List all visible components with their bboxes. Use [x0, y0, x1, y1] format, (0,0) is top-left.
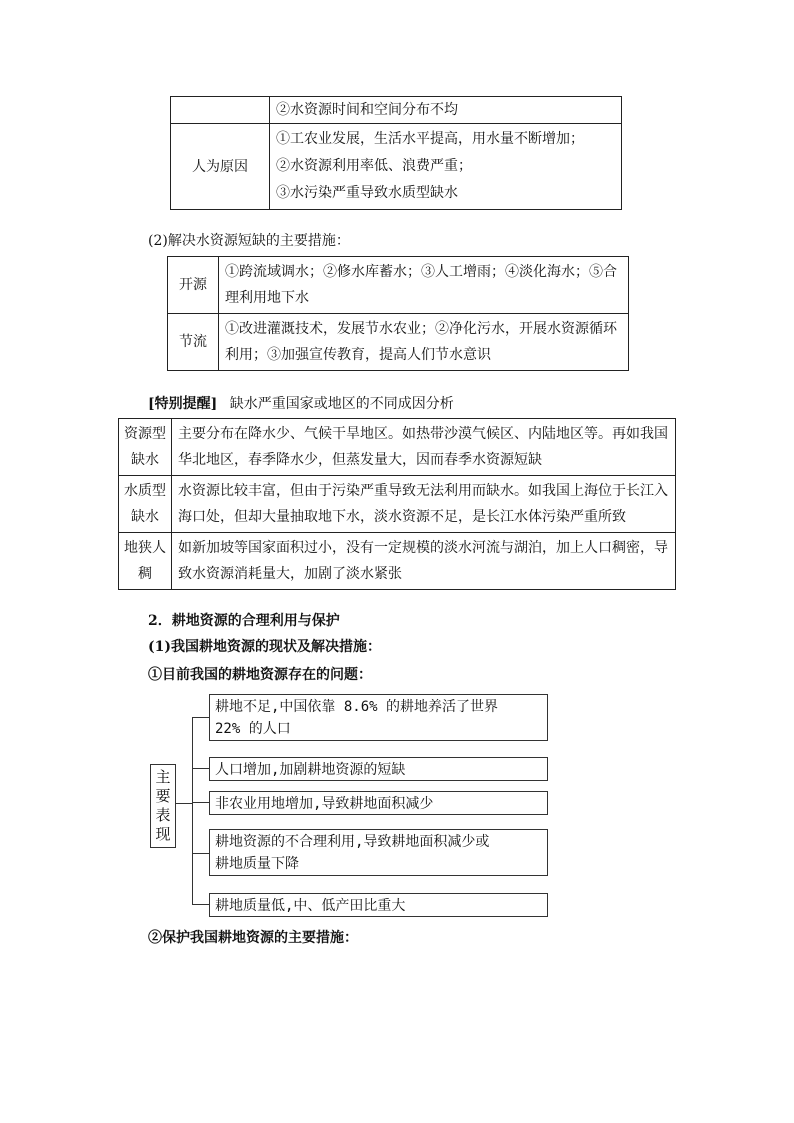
measure-line: ①跨流域调水；②修水库蓄水；③人工增雨；④淡化海水；⑤合	[225, 264, 617, 280]
table-cell-content	[219, 257, 629, 314]
tip-tag: [特别提醒]	[148, 396, 218, 412]
mindmap-connector	[192, 768, 209, 769]
mindmap-item	[209, 694, 548, 741]
table-row	[168, 257, 629, 314]
cause-line: ③水污染严重导致水质型缺水	[276, 185, 458, 201]
tip-text: 缺水严重国家或地区的不同成因分析	[229, 396, 454, 412]
cause-line: ①工农业发展，生活水平提高，用水量不断增加；	[276, 131, 584, 147]
label-line: 水质型	[124, 483, 166, 499]
table-cell-content	[172, 419, 676, 476]
mindmap-item-line: 耕地质量下降	[215, 856, 299, 872]
mindmap-spine	[192, 717, 193, 905]
table-cell-content	[219, 314, 629, 371]
mindmap-item-line: 22% 的人口	[215, 721, 291, 737]
table-cell-label	[119, 476, 172, 533]
table-cell-label: 节流	[168, 314, 219, 371]
table-row	[168, 314, 629, 371]
mindmap-item-line: 人口增加,加剧耕地资源的短缺	[215, 762, 406, 778]
measure-line: ①改进灌溉技术，发展节水农业；②净化污水，开展水资源循环	[225, 321, 617, 337]
water-measures-table	[167, 256, 629, 371]
table-cell-label	[171, 97, 270, 124]
section2-title: 2．耕地资源的合理利用与保护	[148, 613, 340, 629]
mindmap-item-line: 耕地质量低,中、低产田比重大	[215, 898, 406, 914]
measure-line: 理利用地下水	[225, 290, 309, 306]
content-line: 致水资源消耗量大，加剧了淡水紧张	[178, 566, 402, 582]
measure-line: 利用；③加强宣传教育，提高人们节水意识	[225, 347, 491, 363]
table-row	[171, 124, 622, 210]
section2-measures-heading: ②保护我国耕地资源的主要措施：	[148, 930, 358, 946]
table-row	[119, 419, 676, 476]
table-cell-content	[270, 124, 622, 210]
label-line: 资源型	[124, 426, 166, 442]
section2-problems-heading: ①目前我国的耕地资源存在的问题：	[148, 667, 372, 683]
table-row	[119, 476, 676, 533]
special-tip	[148, 394, 454, 414]
mindmap-item	[209, 791, 548, 815]
mindmap-connector	[192, 717, 209, 718]
mindmap-connector	[176, 803, 192, 804]
table-row	[119, 533, 676, 590]
content-line: 主要分布在降水少、气候干旱地区。如热带沙漠气候区、内陆地区等。再如我国	[178, 426, 668, 442]
content-line: 如新加坡等国家面积过小，没有一定规模的淡水河流与湖泊，加上人口稠密，导	[178, 540, 668, 556]
mindmap-item-line: 耕地不足,中国依靠 8.6% 的耕地养活了世界	[215, 699, 498, 715]
label-line: 缺水	[131, 509, 159, 525]
section2-subheading: (1)我国耕地资源的现状及解决措施：	[148, 639, 381, 655]
mindmap-root: 主要表现	[150, 764, 176, 848]
mindmap-item	[209, 829, 548, 876]
mindmap-item	[209, 757, 548, 781]
table-cell-label	[119, 419, 172, 476]
table-cell-content	[172, 533, 676, 590]
mindmap-item-line: 非农业用地增加,导致耕地面积减少	[215, 796, 434, 812]
table-cell-label: 开源	[168, 257, 219, 314]
content-line: 华北地区，春季降水少，但蒸发量大，因而春季水资源短缺	[178, 452, 542, 468]
cause-line: ②水资源利用率低、浪费严重；	[276, 158, 472, 174]
content-line: 水资源比较丰富，但由于污染严重导致无法利用而缺水。如我国上海位于长江入	[178, 483, 668, 499]
table-cell-label: 人为原因	[171, 124, 270, 210]
mindmap-connector	[192, 802, 209, 803]
mindmap-connector	[192, 853, 209, 854]
label-line: 稠	[138, 566, 152, 582]
mindmap-connector	[192, 904, 209, 905]
mindmap-item-line: 耕地资源的不合理利用,导致耕地面积减少或	[215, 834, 490, 850]
natural-human-causes-table	[170, 96, 622, 210]
mindmap-item	[209, 893, 548, 917]
measures-heading: (2)解决水资源短缺的主要措施：	[148, 233, 350, 249]
label-line: 缺水	[131, 452, 159, 468]
label-line: 地狭人	[124, 540, 166, 556]
table-row	[171, 97, 622, 124]
water-shortage-causes-table	[118, 418, 676, 590]
table-cell-label	[119, 533, 172, 590]
table-cell-content	[172, 476, 676, 533]
content-line: 海口处，但却大量抽取地下水，淡水资源不足，是长江水体污染严重所致	[178, 509, 626, 525]
table-cell-content: ②水资源时间和空间分布不均	[270, 97, 622, 124]
